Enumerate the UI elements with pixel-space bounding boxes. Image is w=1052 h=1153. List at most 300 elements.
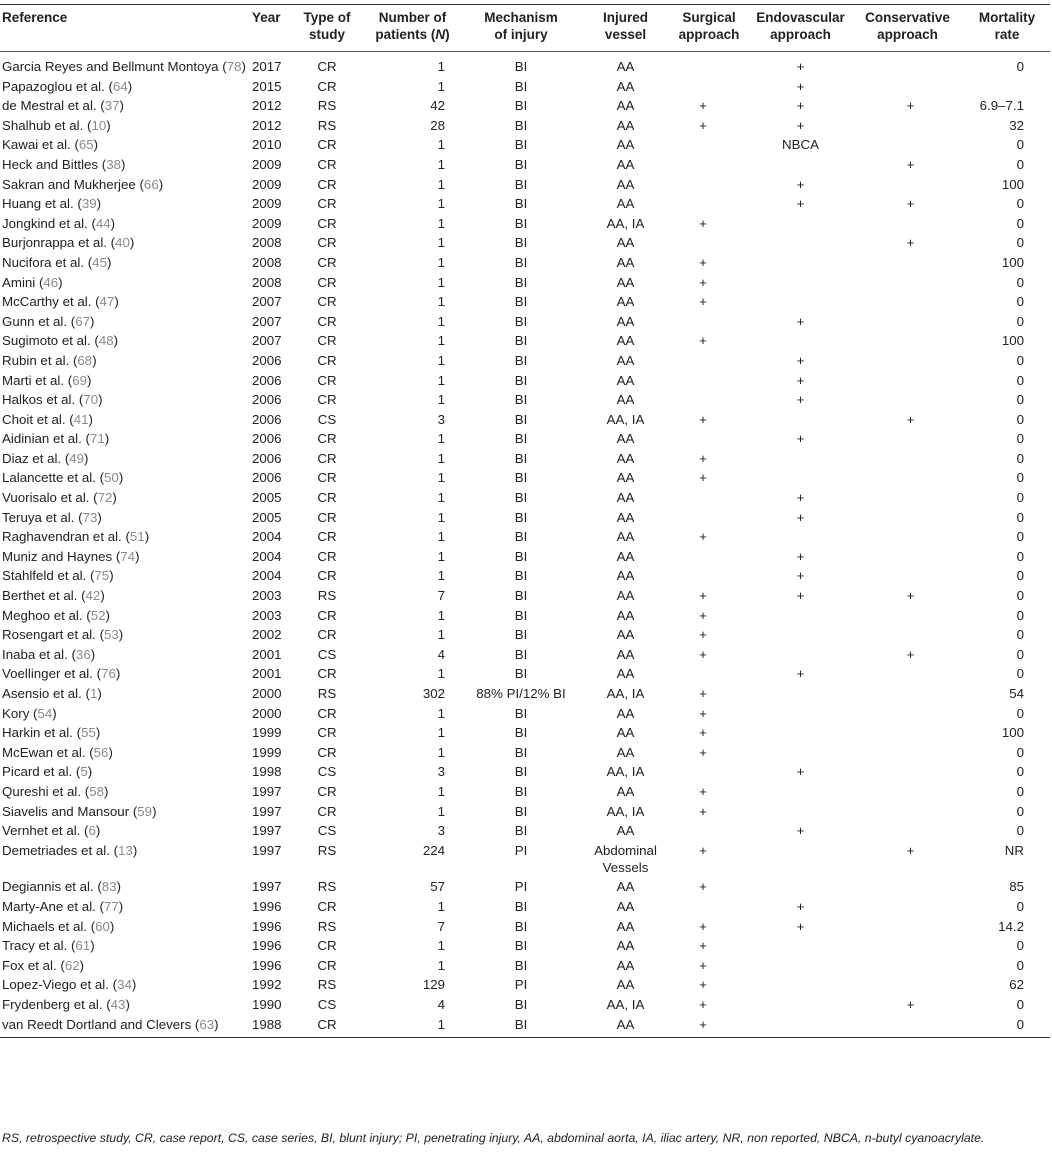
patients-cell: 42 — [430, 98, 445, 114]
study-type-cell: CR — [317, 313, 337, 329]
endovascular-cell — [750, 311, 851, 331]
reference-authors: Choit et al. — [2, 411, 66, 427]
endovascular-cell — [750, 586, 851, 606]
mortality-cell: 0 — [1016, 548, 1024, 564]
conservative-cell — [851, 586, 964, 606]
reference-cell: Marty-Ane et al. (77) — [2, 898, 124, 914]
conservative-cell — [851, 547, 964, 567]
patients-cell: 1 — [437, 215, 445, 231]
reference-cell: McEwan et al. (56) — [2, 744, 113, 760]
endovascular-cell — [750, 155, 851, 175]
citation-number: 70 — [83, 392, 99, 408]
conservative-cell — [851, 762, 964, 782]
surgical-cell — [668, 135, 750, 155]
endovascular-mark: + — [796, 98, 805, 114]
mechanism-cell: BI — [514, 274, 528, 290]
endovascular-cell — [750, 742, 851, 762]
mortality-cell: 0 — [1016, 431, 1024, 447]
reference-authors: Rosengart et al. — [2, 627, 96, 643]
table-row — [0, 840, 1050, 877]
endovascular-mark: + — [796, 568, 805, 584]
citation-number: 41 — [73, 411, 89, 427]
conservative-mark: + — [906, 842, 915, 858]
citation-number: 1 — [89, 686, 98, 701]
citation-number: 37 — [104, 98, 120, 114]
patients-cell: 1 — [437, 59, 445, 74]
table-row — [0, 331, 1050, 351]
table-row — [0, 409, 1050, 429]
citation-number: 72 — [97, 490, 113, 506]
reference-cell: Shalhub et al. (10) — [2, 117, 111, 133]
endovascular-mark: + — [796, 548, 805, 564]
patients-cell: 1 — [437, 607, 445, 623]
table-row — [0, 782, 1050, 802]
conservative-cell — [851, 936, 964, 956]
mortality-cell: 0 — [1016, 783, 1024, 799]
citation-number: 67 — [75, 313, 90, 329]
citation-number: 6 — [88, 823, 96, 839]
surgical-cell — [668, 897, 750, 917]
conservative-cell — [851, 897, 964, 917]
conservative-cell — [851, 390, 964, 410]
reference-authors: Garcia Reyes and Bellmunt Montoya — [2, 59, 219, 74]
reference-authors: Harkin et al. — [2, 725, 73, 741]
mechanism-cell: BI — [514, 333, 528, 349]
study-type-cell: CS — [317, 646, 337, 662]
citation-number: 71 — [89, 431, 105, 447]
patients-cell: 3 — [437, 411, 445, 427]
conservative-cell — [851, 233, 964, 253]
study-type-cell: CR — [317, 957, 337, 973]
vessel-cell: AA — [616, 898, 635, 914]
conservative-cell — [851, 155, 964, 175]
endovascular-mark: + — [796, 392, 805, 408]
reference-authors: Inaba et al. — [2, 646, 68, 662]
vessel-cell: AA — [616, 98, 635, 114]
vessel-cell: AA — [616, 176, 635, 192]
mortality-cell: 0 — [1016, 957, 1024, 973]
year-cell: 1992 — [252, 977, 282, 993]
patients-cell: 1 — [437, 938, 445, 954]
study-type-cell: CR — [317, 568, 337, 584]
mechanism-cell: BI — [514, 392, 528, 408]
surgical-cell — [668, 351, 750, 371]
surgical-mark: + — [699, 783, 707, 799]
citation-number: 76 — [101, 666, 116, 682]
vessel-cell: AA — [616, 548, 635, 564]
surgical-cell — [668, 233, 750, 253]
vessel-cell: AA — [616, 823, 635, 839]
study-type-cell: CS — [317, 411, 337, 427]
reference-authors: Nucifora et al. — [2, 254, 85, 270]
surgical-cell — [668, 586, 750, 606]
surgical-cell — [668, 762, 750, 782]
reference-authors: Gunn et al. — [2, 313, 68, 329]
endovascular-mark: + — [796, 117, 805, 133]
patients-cell: 1 — [437, 898, 445, 914]
reference-cell: Degiannis et al. (83) — [2, 879, 122, 895]
endovascular-cell — [750, 1014, 851, 1037]
mortality-cell: 62 — [1009, 977, 1024, 993]
table-row — [0, 507, 1050, 527]
surgical-cell — [668, 213, 750, 233]
patients-cell: 1 — [437, 529, 445, 545]
year-cell: 1997 — [252, 879, 282, 895]
vessel-cell: AA — [616, 646, 635, 662]
vessel-cell: AA — [616, 783, 635, 799]
citation-number: 52 — [90, 607, 106, 623]
reference-cell: Rubin et al. (68) — [2, 352, 97, 368]
surgical-cell — [668, 645, 750, 665]
table-row — [0, 936, 1050, 956]
patients-cell: 28 — [430, 117, 445, 133]
reference-cell: Meghoo et al. (52) — [2, 607, 110, 623]
endovascular-mark: + — [796, 918, 805, 934]
mechanism-cell: BI — [514, 1016, 528, 1032]
year-cell: 2007 — [252, 294, 282, 310]
citation-number: 66 — [143, 176, 159, 192]
table-row — [0, 233, 1050, 253]
year-cell: 2006 — [252, 372, 282, 388]
mechanism-cell: BI — [514, 254, 528, 270]
year-cell: 2006 — [252, 470, 282, 486]
header-conservative: Conservative approach — [865, 10, 950, 42]
surgical-cell — [668, 547, 750, 567]
reference-cell: Muniz and Haynes (74) — [2, 548, 140, 564]
endovascular-cell — [750, 507, 851, 527]
study-type-cell: CR — [317, 705, 337, 721]
mortality-cell: 0 — [1016, 744, 1024, 760]
table-row — [0, 135, 1050, 155]
mechanism-cell: BI — [514, 646, 528, 662]
citation-number: 38 — [106, 156, 121, 172]
patients-cell: 1 — [437, 803, 445, 819]
endovascular-cell — [750, 782, 851, 802]
endovascular-cell — [750, 449, 851, 469]
year-cell: 2008 — [252, 235, 282, 251]
surgical-cell — [668, 840, 750, 877]
year-cell: 1998 — [252, 764, 282, 780]
year-cell: 1988 — [252, 1016, 282, 1032]
surgical-cell — [668, 429, 750, 449]
patients-cell: 1 — [437, 294, 445, 310]
mechanism-cell: BI — [514, 744, 528, 760]
conservative-cell — [851, 351, 964, 371]
table-row — [0, 272, 1050, 292]
conservative-cell — [851, 840, 964, 877]
mortality-cell: 32 — [1009, 117, 1024, 133]
table-body — [0, 52, 1050, 1038]
citation-number: 62 — [64, 957, 80, 973]
mechanism-cell: BI — [514, 898, 528, 914]
reference-authors: Kawai et al. — [2, 137, 71, 153]
endovascular-cell — [750, 351, 851, 371]
surgical-cell — [668, 1014, 750, 1037]
citation-number: 40 — [115, 235, 130, 251]
table-row — [0, 96, 1050, 116]
vessel-cell: AA — [616, 117, 635, 133]
reference-authors: Vuorisalo et al. — [2, 490, 90, 506]
reference-authors: Stahlfeld et al. — [2, 568, 87, 584]
study-type-cell: CR — [317, 490, 337, 506]
surgical-mark: + — [699, 646, 707, 662]
surgical-cell — [668, 955, 750, 975]
mortality-cell: 0 — [1016, 470, 1024, 486]
year-cell: 2015 — [252, 78, 282, 94]
vessel-cell: AA — [616, 725, 635, 741]
patients-cell: 7 — [437, 918, 445, 934]
study-type-cell: RS — [317, 918, 337, 934]
patients-cell: 1 — [437, 783, 445, 799]
mechanism-cell: BI — [514, 803, 528, 819]
citation-number: 68 — [77, 352, 93, 368]
surgical-cell — [668, 52, 750, 77]
endovascular-cell — [750, 821, 851, 841]
surgical-cell — [668, 975, 750, 995]
table-row — [0, 645, 1050, 665]
vessel-cell: AA, IA — [606, 764, 645, 780]
study-type-cell: CR — [317, 372, 337, 388]
vessel-cell: Abdominal Vessels — [594, 842, 657, 875]
reference-authors: McCarthy et al. — [2, 294, 92, 310]
surgical-cell — [668, 936, 750, 956]
citation-number: 44 — [95, 215, 111, 231]
surgical-cell — [668, 723, 750, 743]
reference-cell: Sakran and Mukherjee (66) — [2, 176, 164, 192]
vessel-cell: AA — [616, 450, 635, 466]
surgical-mark: + — [699, 627, 707, 643]
mechanism-cell: BI — [514, 98, 528, 114]
patients-cell: 1 — [437, 470, 445, 486]
citation-number: 54 — [37, 705, 53, 721]
endovascular-cell — [750, 840, 851, 877]
patients-cell: 1 — [437, 274, 445, 290]
endovascular-cell — [750, 975, 851, 995]
endovascular-mark: NBCA — [782, 137, 819, 153]
reference-authors: Diaz et al. — [2, 450, 62, 466]
reference-authors: Burjonrappa et al. — [2, 235, 107, 251]
study-type-cell: CR — [317, 137, 337, 153]
vessel-cell: AA — [616, 372, 635, 388]
vessel-cell: AA — [616, 156, 635, 172]
reference-authors: Michaels et al. — [2, 918, 87, 934]
mechanism-cell: PI — [514, 879, 528, 895]
endovascular-mark: + — [796, 372, 805, 388]
vessel-cell: AA — [616, 588, 635, 604]
conservative-cell — [851, 821, 964, 841]
header-year: Year — [252, 10, 281, 25]
patients-cell: 1 — [437, 313, 445, 329]
surgical-cell — [668, 782, 750, 802]
mechanism-cell: BI — [514, 235, 528, 251]
surgical-cell — [668, 409, 750, 429]
reference-authors: Berthet et al. — [2, 588, 78, 604]
vessel-cell: AA, IA — [606, 411, 645, 427]
endovascular-cell — [750, 390, 851, 410]
year-cell: 1997 — [252, 823, 282, 839]
citation-number: 64 — [112, 78, 128, 94]
surgical-mark: + — [699, 254, 707, 270]
citation-number: 47 — [99, 294, 115, 310]
conservative-cell — [851, 684, 964, 704]
patients-cell: 1 — [437, 627, 445, 643]
patients-cell: 1 — [437, 666, 445, 682]
mechanism-cell: BI — [514, 918, 528, 934]
endovascular-mark: + — [796, 588, 805, 604]
surgical-mark: + — [699, 725, 707, 741]
conservative-cell — [851, 272, 964, 292]
conservative-cell — [851, 194, 964, 214]
surgical-mark: + — [699, 470, 707, 486]
study-type-cell: CR — [317, 196, 337, 212]
table-row — [0, 566, 1050, 586]
vessel-cell: AA — [616, 666, 635, 682]
vessel-cell: AA — [616, 938, 635, 954]
mechanism-cell: BI — [514, 938, 528, 954]
patients-cell: 1 — [437, 490, 445, 506]
reference-authors: Meghoo et al. — [2, 607, 83, 623]
citation-number: 74 — [120, 548, 136, 564]
mechanism-cell: BI — [514, 137, 528, 153]
mechanism-cell: BI — [514, 215, 528, 231]
study-type-cell: CR — [317, 470, 337, 486]
study-type-cell: CR — [317, 666, 337, 682]
study-type-cell: CR — [317, 725, 337, 741]
mortality-cell: 85 — [1009, 879, 1024, 895]
citation-number: 53 — [104, 627, 119, 643]
study-type-cell: RS — [317, 879, 337, 895]
mortality-cell: 0 — [1016, 898, 1024, 914]
mortality-cell: 0 — [1016, 392, 1024, 408]
reference-cell: Lopez-Viego et al. (34) — [2, 977, 137, 993]
study-type-cell: CS — [317, 764, 337, 780]
mechanism-cell: BI — [514, 470, 528, 486]
mechanism-cell: PI — [514, 977, 528, 993]
mechanism-cell: BI — [514, 725, 528, 741]
conservative-cell — [851, 742, 964, 762]
endovascular-cell — [750, 135, 851, 155]
patients-cell: 224 — [422, 842, 445, 858]
surgical-cell — [668, 995, 750, 1015]
reference-authors: Demetriades et al. — [2, 842, 110, 858]
mechanism-cell: 88% PI/12% BI — [476, 686, 566, 701]
reference-authors: Sugimoto et al. — [2, 333, 91, 349]
conservative-cell — [851, 174, 964, 194]
citation-number: 42 — [85, 588, 101, 604]
mortality-cell: 0 — [1016, 607, 1024, 623]
endovascular-mark: + — [796, 509, 805, 525]
mechanism-cell: BI — [514, 823, 528, 839]
conservative-cell — [851, 566, 964, 586]
conservative-mark: + — [906, 156, 915, 172]
conservative-mark: + — [906, 646, 915, 662]
table-row — [0, 370, 1050, 390]
reference-cell: Papazoglou et al. (64) — [2, 78, 133, 94]
reference-cell: Frydenberg et al. (43) — [2, 996, 130, 1012]
patients-cell: 1 — [437, 568, 445, 584]
surgical-mark: + — [699, 842, 707, 858]
study-type-cell: RS — [317, 117, 337, 133]
endovascular-mark: + — [796, 59, 805, 74]
conservative-cell — [851, 370, 964, 390]
vessel-cell: AA — [616, 196, 635, 212]
vessel-cell: AA, IA — [606, 215, 645, 231]
year-cell: 1997 — [252, 842, 282, 858]
surgical-cell — [668, 801, 750, 821]
surgical-cell — [668, 507, 750, 527]
study-type-cell: CR — [317, 898, 337, 914]
conservative-cell — [851, 995, 964, 1015]
citation-number: 56 — [93, 744, 109, 760]
reference-cell: van Reedt Dortland and Clevers (63) — [2, 1016, 219, 1032]
mortality-cell: 0 — [1016, 646, 1024, 662]
endovascular-cell — [750, 547, 851, 567]
patients-cell: 1 — [437, 450, 445, 466]
reference-authors: Lopez-Viego et al. — [2, 977, 109, 993]
vessel-cell: AA — [616, 274, 635, 290]
conservative-cell — [851, 975, 964, 995]
reference-cell: Siavelis and Mansour (59) — [2, 803, 157, 819]
reference-cell: Qureshi et al. (58) — [2, 783, 109, 799]
table-row — [0, 488, 1050, 508]
reference-authors: Asensio et al. — [2, 686, 82, 701]
endovascular-mark: + — [796, 666, 805, 682]
conservative-cell — [851, 703, 964, 723]
year-cell: 1999 — [252, 744, 282, 760]
vessel-cell: AA — [616, 744, 635, 760]
reference-authors: Frydenberg et al. — [2, 996, 103, 1012]
reference-authors: Degiannis et al. — [2, 879, 94, 895]
surgical-mark: + — [699, 744, 707, 760]
surgical-mark: + — [699, 938, 707, 954]
conservative-cell — [851, 292, 964, 312]
reference-authors: Jongkind et al. — [2, 215, 88, 231]
conservative-cell — [851, 331, 964, 351]
conservative-cell — [851, 916, 964, 936]
mechanism-cell: BI — [514, 78, 528, 94]
surgical-mark: + — [699, 957, 707, 973]
year-cell: 2005 — [252, 509, 282, 525]
reference-cell: Harkin et al. (55) — [2, 725, 101, 741]
vessel-cell: AA — [616, 254, 635, 270]
study-type-cell: CR — [317, 783, 337, 799]
surgical-mark: + — [699, 1016, 707, 1032]
endovascular-mark: + — [796, 176, 805, 192]
surgical-cell — [668, 390, 750, 410]
table-row — [0, 995, 1050, 1015]
study-type-cell: CR — [317, 274, 337, 290]
mortality-cell: 0 — [1016, 588, 1024, 604]
endovascular-cell — [750, 76, 851, 96]
mechanism-cell: BI — [514, 196, 528, 212]
reference-cell: Picard et al. (5) — [2, 764, 93, 780]
reference-authors: Raghavendran et al. — [2, 529, 122, 545]
citation-number: 48 — [98, 333, 114, 349]
study-type-cell: CR — [317, 450, 337, 466]
table-row — [0, 821, 1050, 841]
surgical-cell — [668, 916, 750, 936]
vessel-cell: AA — [616, 627, 635, 643]
table-row — [0, 625, 1050, 645]
vessel-cell: AA — [616, 509, 635, 525]
surgical-cell — [668, 194, 750, 214]
reference-cell: Amini (46) — [2, 274, 63, 290]
surgical-cell — [668, 115, 750, 135]
table-row — [0, 762, 1050, 782]
year-cell: 1996 — [252, 918, 282, 934]
mortality-cell: 0 — [1016, 764, 1024, 780]
surgical-mark: + — [699, 705, 707, 721]
